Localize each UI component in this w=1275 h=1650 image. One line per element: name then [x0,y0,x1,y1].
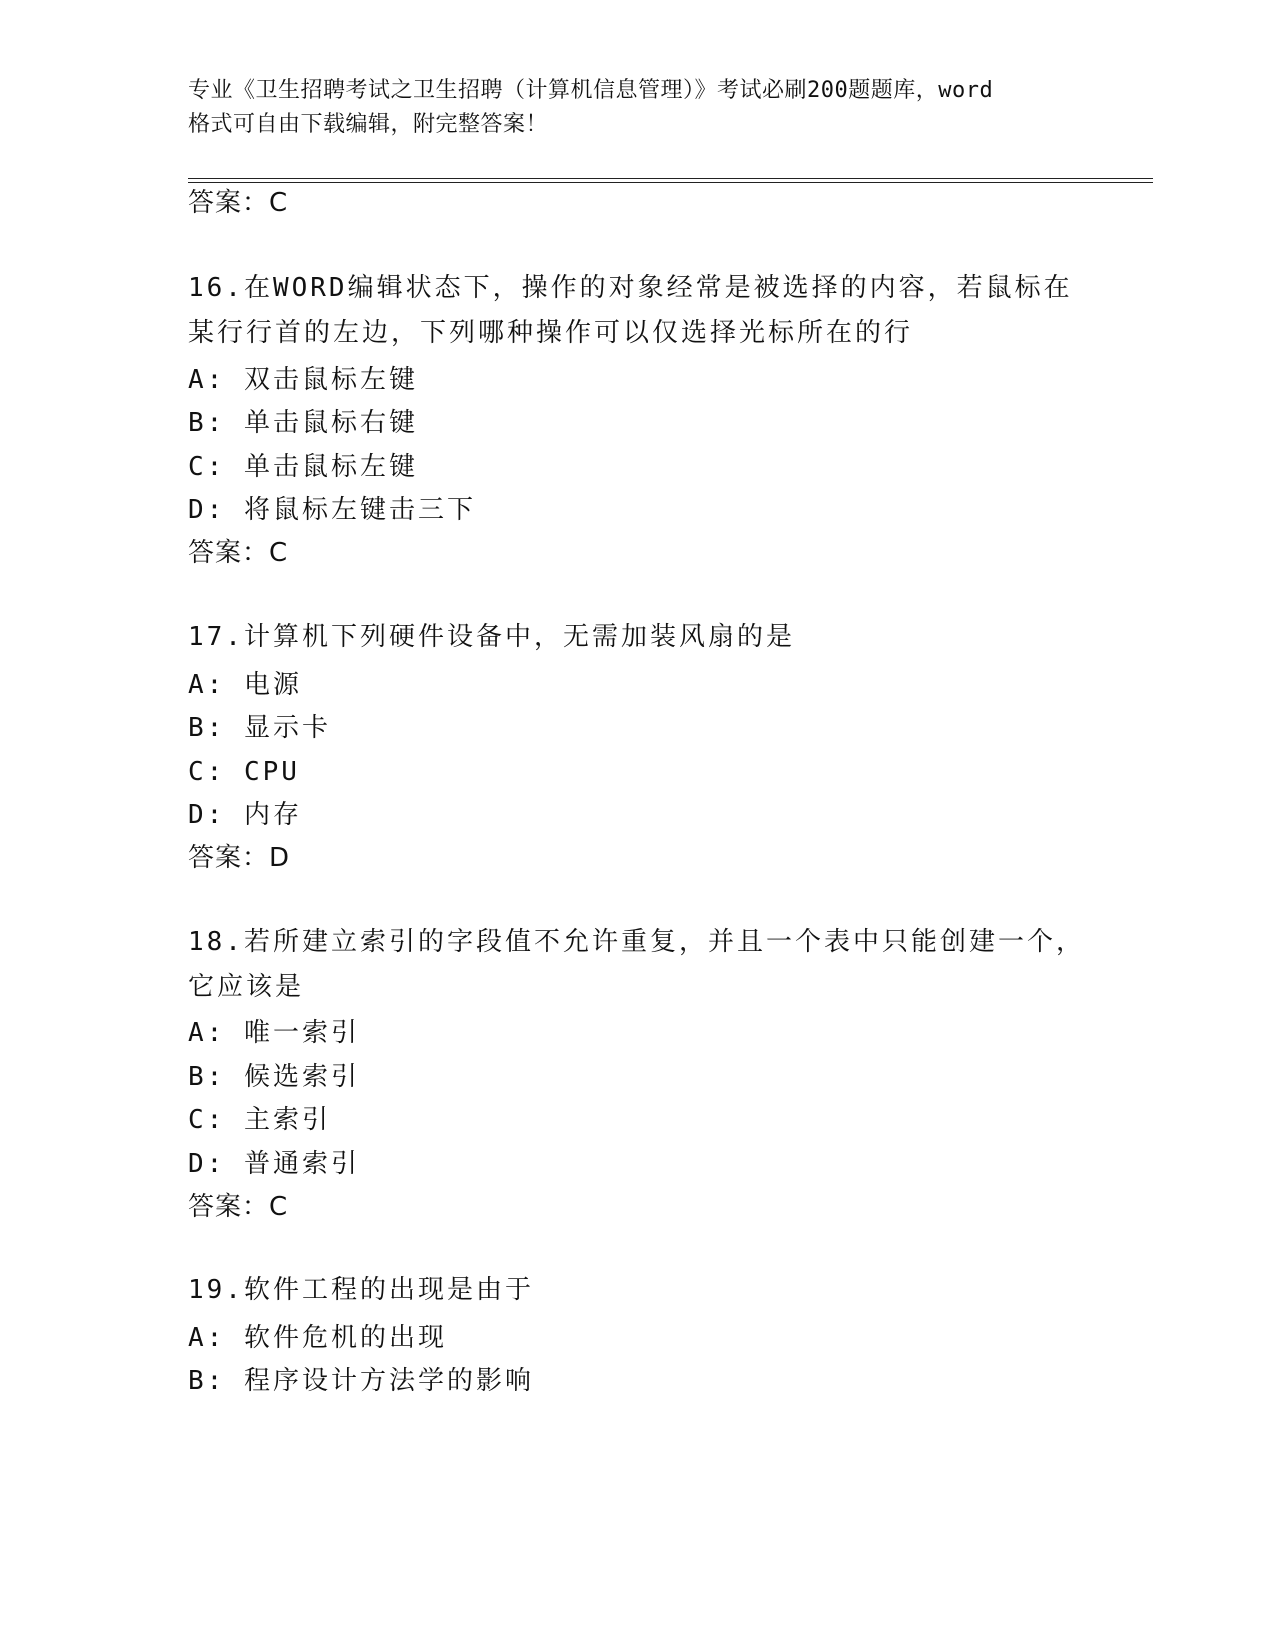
option-c [188,755,300,789]
answer-line: 答案：C [188,188,289,218]
option-text: 唯一索引 [243,1018,360,1048]
option-a [188,363,418,397]
option-key: B: [188,408,226,438]
question-text-line: 19.软件工程的出现是由于 [188,1275,534,1305]
option-text: 电源 [243,670,302,700]
answer-line: 答案：D [188,843,291,873]
option-key: D: [188,495,226,525]
option-text: 将鼠标左键击三下 [243,495,476,525]
option-a [188,1016,360,1050]
option-a [188,1321,447,1355]
option-key: C: [188,452,226,482]
option-d [188,798,302,832]
header-line-1: 专业《卫生招聘考试之卫生招聘（计算机信息管理）》考试必刷200题题库，word [188,78,994,103]
option-text: 显示卡 [243,713,331,743]
option-key: B: [188,1062,226,1092]
option-b [188,1364,534,1398]
question-text-line: 18.若所建立索引的字段值不允许重复，并且一个表中只能创建一个， [188,927,1085,957]
option-key: D: [188,1149,226,1179]
question-16 [188,266,1088,356]
option-key: B: [188,1366,226,1396]
option-d [188,1147,360,1181]
option-b [188,1060,360,1094]
answer-line: 答案：C [188,1192,289,1222]
option-text: 普通索引 [243,1149,360,1179]
question-17 [188,615,1088,660]
option-key: D: [188,800,226,830]
question-18 [188,920,1088,1010]
option-text: 软件危机的出现 [243,1323,447,1353]
document-header [188,74,1088,142]
option-key: C: [188,1105,226,1135]
option-key: C: [188,757,226,787]
question-text-line: 16.在WORD编辑状态下，操作的对象经常是被选择的内容，若鼠标在 [188,273,1073,303]
option-text: 主索引 [243,1105,331,1135]
option-text: 程序设计方法学的影响 [243,1366,534,1396]
option-key: B: [188,713,226,743]
option-key: A: [188,1323,226,1353]
option-text: 双击鼠标左键 [243,365,418,395]
option-key: A: [188,1018,226,1048]
question-text-line: 17.计算机下列硬件设备中，无需加装风扇的是 [188,622,795,652]
option-key: A: [188,670,226,700]
header-line-2: 格式可自由下载编辑，附完整答案！ [188,112,549,137]
answer-line: 答案：C [188,538,289,568]
question-text-line: 它应该是 [188,972,305,1002]
question-19 [188,1268,1088,1313]
header-divider [188,178,1153,183]
option-text: 单击鼠标左键 [243,452,418,482]
option-c [188,450,418,484]
option-c [188,1103,331,1137]
option-d [188,493,476,527]
option-a [188,668,302,702]
option-key: A: [188,365,226,395]
option-text: 内存 [243,800,302,830]
option-text: 候选索引 [243,1062,360,1092]
option-text: CPU [243,757,300,787]
option-text: 单击鼠标右键 [243,408,418,438]
question-text-line: 某行行首的左边，下列哪种操作可以仅选择光标所在的行 [188,318,914,348]
option-b [188,711,331,745]
option-b [188,406,418,440]
